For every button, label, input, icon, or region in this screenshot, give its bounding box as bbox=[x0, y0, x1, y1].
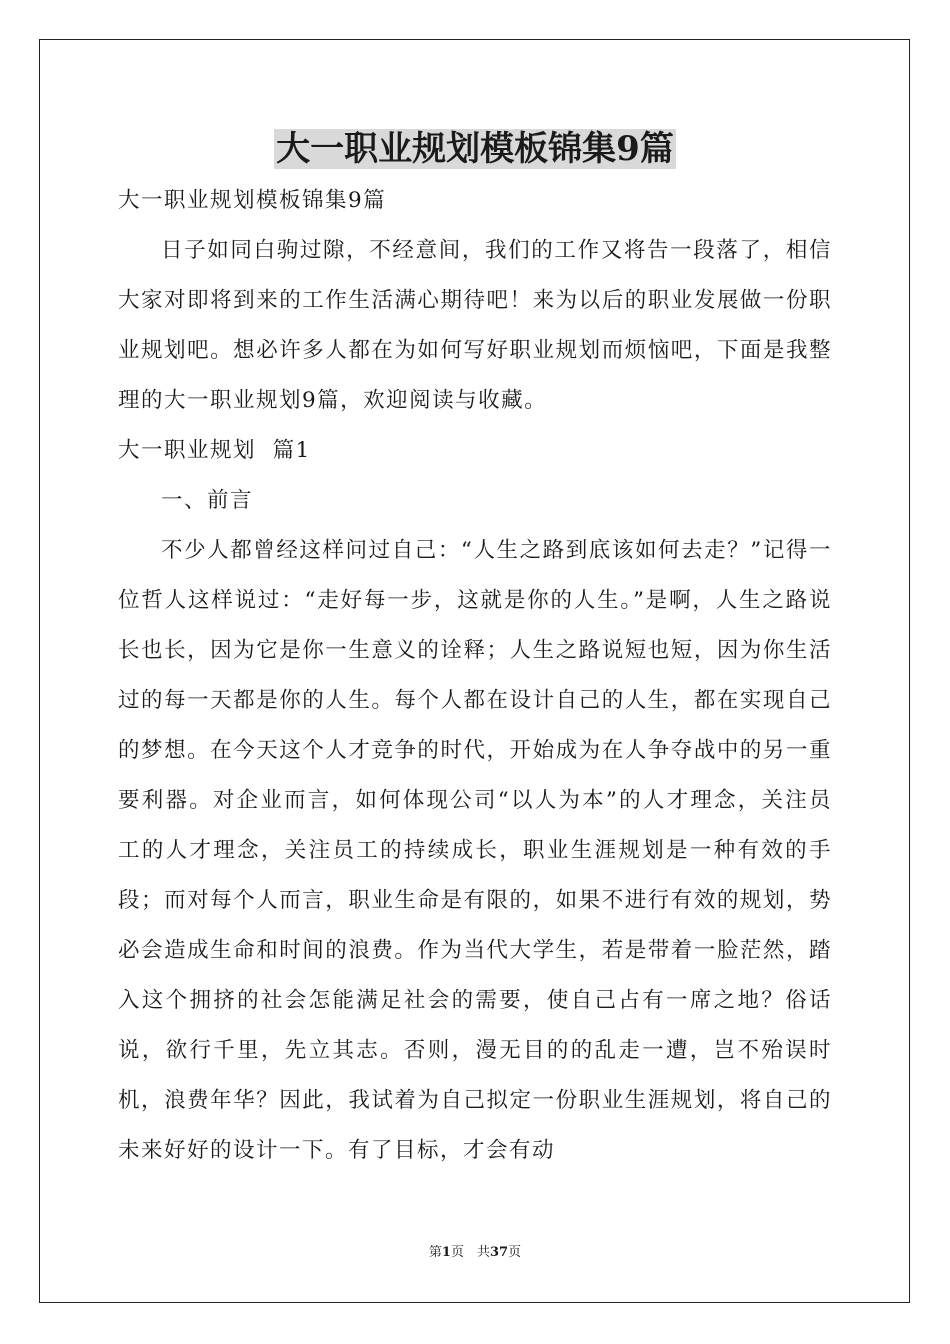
intro-paragraph: 日子如同白驹过隙，不经意间，我们的工作又将告一段落了，相信大家对即将到来的工作生活满心期待吧！来为以后的职业发展做一份职业规划吧。想必许多人都在为如何写好职业规划而烦恼吧，下面是我整理的大一职业规划9篇，欢迎阅读与收藏。 bbox=[118, 238, 832, 413]
footer-page-mid: 页 共 bbox=[450, 1245, 490, 1260]
page-footer bbox=[0, 1244, 950, 1262]
footer-page-suffix: 页 bbox=[508, 1245, 522, 1260]
section-heading: 大一职业规划 篇1 bbox=[118, 438, 311, 463]
footer-page-current: 1 bbox=[441, 1245, 451, 1260]
document-title bbox=[0, 126, 950, 172]
document-body bbox=[118, 176, 832, 1176]
document-title-text: 大一职业规划模板锦集9篇 bbox=[276, 129, 674, 169]
body-paragraph: 不少人都曾经这样问过自己：“人生之路到底该如何去走？”记得一位哲人这样说过：“走好每一步，这就是你的人生。”是啊，人生之路说长也长，因为它是你一生意义的诠释；人生之路说短也短，因为你生活过的每一天都是你的人生。每个人都在设计自己的人生，都在实现自己的梦想。在今天这个人才竞争的时代，开始成为在人争夺战中的另一重要利器。对企业而言，如何体现公司“以人为本”的人才理念，关注员工的人才理念，关注员工的持续成长，职业生涯规划是一种有效的手段；而对每个人而言，职业生命是有限的，如果不进行有效的规划，势必会造成生命和时间的浪费。作为当代大学生，若是带着一脸茫然，踏入这个拥挤的社会怎能满足社会的需要，使自己占有一席之地？俗话说，欲行千里，先立其志。否则，漫无目的的乱走一遭，岂不殆误时机，浪费年华？因此，我试着为自己拟定一份职业生涯规划，将自己的未来好好的设计一下。有了目标，才会有动 bbox=[118, 538, 832, 1163]
subsection-heading: 一、前言 bbox=[161, 488, 254, 513]
footer-page-prefix: 第 bbox=[428, 1245, 442, 1260]
subtitle-line: 大一职业规划模板锦集9篇 bbox=[118, 188, 387, 213]
footer-page-total: 37 bbox=[489, 1245, 509, 1260]
